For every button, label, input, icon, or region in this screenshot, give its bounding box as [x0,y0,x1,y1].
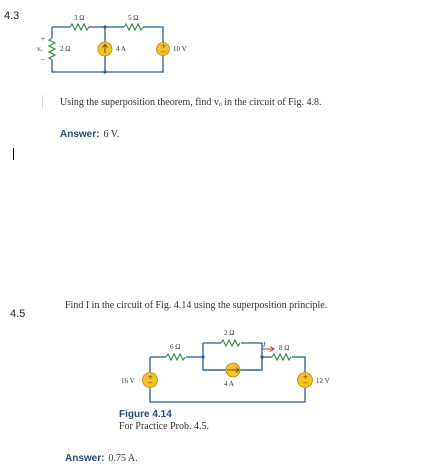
label-16-v: 16 V [121,377,135,385]
resistor-6-ohm [166,354,185,360]
label-3-ohm: 3 Ω [74,14,85,22]
label-2-ohm: 2 Ω [60,45,71,53]
answer-keyword-4-5: Answer: [65,453,105,464]
resistor-2-ohm-b [221,340,240,346]
label-current-i: I [263,341,266,349]
svg-text:−: − [302,379,309,387]
label-plus: + [41,35,45,43]
problem-4-5-answer [65,448,138,466]
label-12-v: 12 V [316,377,330,385]
label-8-ohm: 8 Ω [279,344,290,352]
svg-text:+: + [160,42,167,50]
label-5-ohm: 5 Ω [128,14,139,22]
label-6-ohm: 6 Ω [170,343,181,351]
problem-4-5-question: Find I in the circuit of Fig. 4.14 using the superposition principle. [65,300,328,311]
problem-number-4-5: 4.5 [10,308,26,320]
label-4-a: 4 A [116,45,126,53]
problem-number-4-3: 4.3 [4,10,20,22]
svg-text:−: − [160,48,167,56]
svg-text:−: − [147,379,154,387]
svg-text:+: + [147,373,154,381]
svg-text:+: + [302,373,309,381]
label-2-ohm-b: 2 Ω [224,329,235,337]
figure-keyword: Figure 4.14 [119,409,172,420]
label-10-v: 10 V [173,45,187,53]
figure-caption: For Practice Prob. 4.5. [119,421,209,432]
problem-4-3-question: Using the superposition theorem, find vₒ in the circuit of Fig. 4.8. [60,97,322,108]
label-4-a-b: 4 A [224,380,234,388]
answer-value-4-5: 0.75 A. [108,453,138,464]
answer-value: 6 V. [103,129,120,140]
label-vo: vₒ [37,45,43,53]
label-minus: − [41,56,45,64]
resistor-8-ohm [272,354,291,360]
answer-keyword: Answer: [60,129,100,140]
